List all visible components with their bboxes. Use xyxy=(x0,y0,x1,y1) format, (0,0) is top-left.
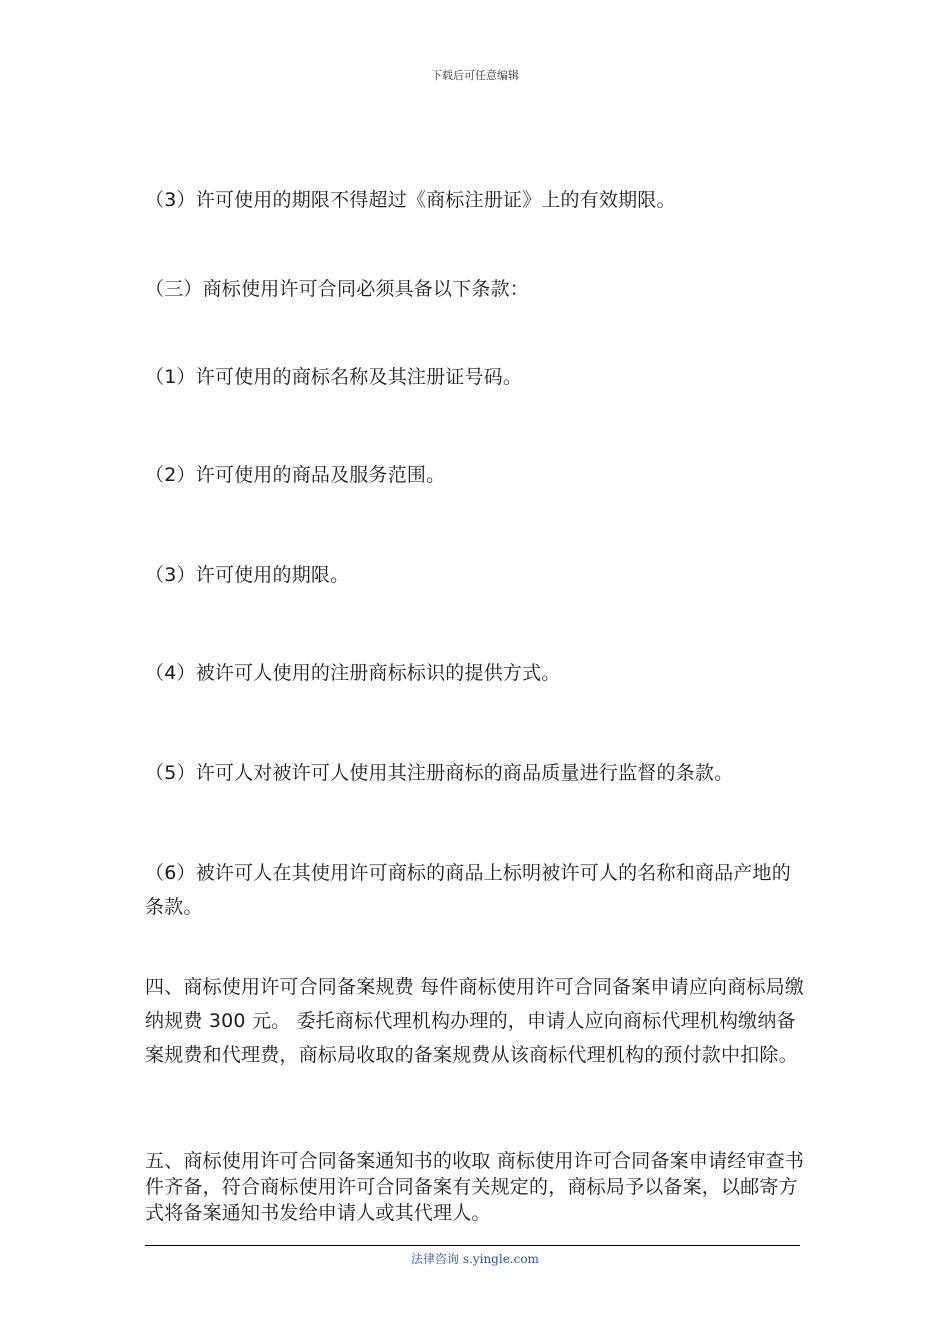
paragraph-clause-5: （5）许可人对被许可人使用其注册商标的商品质量进行监督的条款。 xyxy=(145,762,734,784)
footer-divider xyxy=(145,1245,800,1246)
paragraph-filing-fee: 四、商标使用许可合同备案规费 每件商标使用许可合同备案申请应向商标局缴纳规费 300 元。 委托商标代理机构办理的，申请人应向商标代理机构缴纳备案规费和代理费，商标局收取的备案规费从该商标代理机构的预付款中扣除。 xyxy=(145,976,805,1066)
paragraph-required-clauses-heading: （三）商标使用许可合同必须具备以下条款： xyxy=(145,278,530,300)
paragraph-clause-1: （1）许可使用的商标名称及其注册证号码。 xyxy=(145,366,523,388)
paragraph-clause-6: （6）被许可人在其使用许可商标的商品上标明被许可人的名称和商品产地的条款。 xyxy=(145,862,791,918)
paragraph-clause-3: （3）许可使用的期限。 xyxy=(145,564,350,586)
paragraph-license-term-limit: （3）许可使用的期限不得超过《商标注册证》上的有效期限。 xyxy=(145,189,676,211)
paragraph-filing-notice: 五、商标使用许可合同备案通知书的收取 商标使用许可合同备案申请经审查书件齐备，符合商标使用许可合同备案有关规定的，商标局予以备案，以邮寄方式将备案通知书发给申请人或其代理人。 xyxy=(145,1150,805,1224)
paragraph-clause-4: （4）被许可人使用的注册商标标识的提供方式。 xyxy=(145,662,561,684)
paragraph-clause-2: （2）许可使用的商品及服务范围。 xyxy=(145,464,446,486)
page-footer[interactable]: 法律咨询 s.yingle.com xyxy=(411,1252,539,1266)
page-header: 下载后可任意编辑 xyxy=(431,69,519,82)
